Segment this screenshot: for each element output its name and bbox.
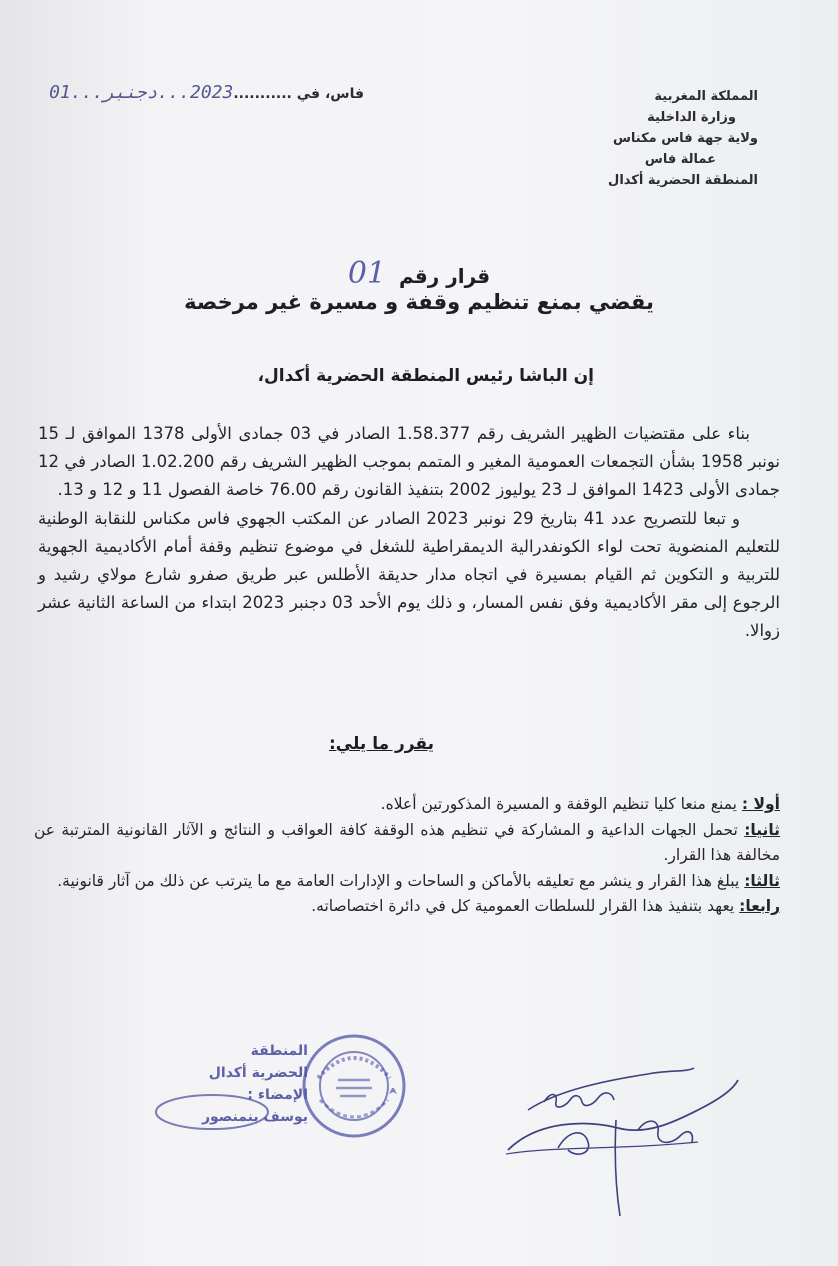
article-text: تحمل الجهات الداعية و المشاركة في تنظيم هذه الوقفة كافة العواقب و النتائج و الآثار القانونية المترتبة عن مخالفة هذا القرار. (34, 820, 780, 864)
article-text: يمنع منعا كليا تنظيم الوقفة و المسيرة المذكورتين أعلاه. (380, 795, 742, 813)
article-label: ثانيا: (744, 820, 780, 839)
stamp-ellipse-icon (152, 1092, 272, 1132)
article-label: أولا : (741, 795, 780, 813)
header-wilaya: ولاية جهة فاس مكناس (612, 131, 758, 146)
header-kingdom: المملكة المغربية (654, 89, 758, 104)
stamp-line: المنطقة (250, 1043, 308, 1059)
decision-label: قرار رقم (398, 264, 491, 288)
article-item (34, 894, 780, 920)
decision-number: 01 (347, 256, 387, 291)
decides-heading: يقرر ما يلي: (328, 734, 434, 754)
header-zone: المنطقة الحضرية أكدال (608, 173, 758, 188)
article-label: ثالثا: (744, 871, 780, 890)
place-label: فاس، في (291, 86, 364, 102)
article-item (34, 818, 780, 869)
header-prefecture: عمالة فاس (644, 152, 716, 167)
handwritten-signature-icon (498, 1050, 748, 1220)
issuer-header (538, 86, 758, 191)
decision-number-line (0, 256, 838, 291)
article-text: يعهد بتنفيذ هذا القرار للسلطات العمومية كل في دائرة اختصاصاته. (311, 897, 740, 915)
preamble-paragraph: بناء على مقتضيات الظهير الشريف رقم 1.58.377 الصادر في 03 جمادى الأولى 1378 الموافق لـ 15 نونبر 1958 بشأن التجمعات العمومية المغير و المتمم بموجب الظهير الشريف رقم 1.02.200 الصادر في 12 جمادى الأولى 1423 الموافق لـ 23 يوليوز 2002 بتنفيذ القانون رقم 76.00 خاصة الفصول 11 و 12 و 13. (38, 424, 781, 500)
stamp-area (148, 1030, 418, 1150)
stamp-line: الإمضاء : (247, 1087, 308, 1103)
date-dots: ........... (233, 86, 292, 102)
official-seal-icon (298, 1030, 410, 1142)
decision-subject: يقضي بمنع تنظيم وقفة و مسيرة غير مرخصة (184, 290, 654, 314)
decision-intro: إن الباشا رئيس المنطقة الحضرية أكدال، (257, 366, 594, 386)
handwritten-date: 2023...دجنبر...01 (49, 82, 234, 103)
place-and-date (49, 82, 364, 103)
preamble-paragraph: و تبعا للتصريح عدد 41 بتاريخ 29 نونبر 2023 الصادر عن المكتب الجهوي فاس مكناس للنقابة الوطنية للتعليم المنضوية تحت لواء الكونفدرالية الديمقراطية للشغل في موضوع تنظيم وقفة أمام الأكاديمية الجهوية للتربية و التكوين ثم القيام بمسيرة في اتجاه مدار حديقة الأطلس عبر طريق صفرو شارع مولاي رشيد و الرجوع إلى مقر الأكاديمية وفق نفس المسار، و ذلك يوم الأحد 03 دجنبر 2023 ابتداء من الساعة الثانية عشر زوالا. (38, 508, 780, 641)
stamp-line: يوسف بنمنصور (201, 1109, 308, 1125)
header-ministry: وزارة الداخلية (647, 110, 736, 125)
article-label: رابعا: (739, 897, 780, 915)
article-item (34, 869, 780, 895)
article-item (34, 792, 780, 818)
article-text: يبلغ هذا القرار و ينشر مع تعليقه بالأماكن و الساحات و الإدارات العامة مع ما يترتب عن ذلك من آثار قانونية. (57, 871, 745, 890)
stamp-line: الحضرية أكدال (208, 1065, 308, 1081)
articles-list (34, 792, 780, 920)
preamble (38, 420, 780, 646)
